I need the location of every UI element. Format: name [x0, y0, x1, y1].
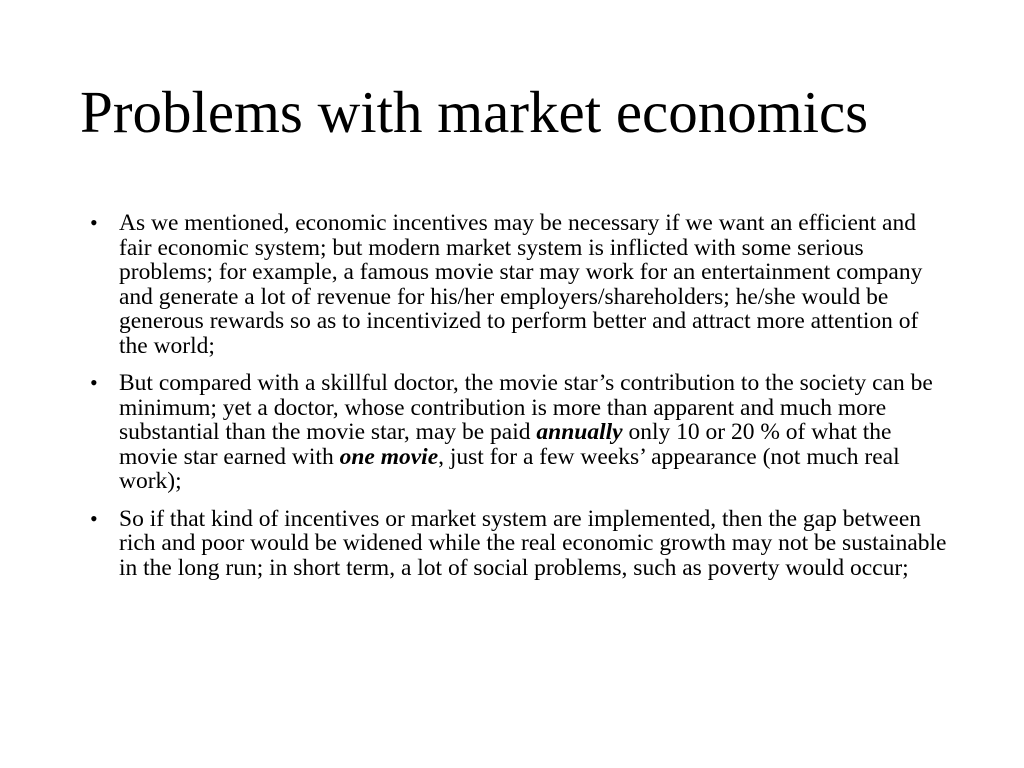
bullet-item — [90, 507, 952, 581]
bullet-marker: • — [90, 370, 98, 395]
bullet-text-segment: But compared with a skillful doctor, the movie star’s contribution to the society can be minimum; yet a doctor, whose contribution is more than apparent and much more substantial than the movie star, may be paid — [119, 370, 933, 445]
bullet-item — [90, 371, 952, 494]
bullet-text — [119, 370, 933, 494]
bullet-text-segment: , just for a few weeks’ appearance (not much real work); — [119, 443, 900, 494]
bullet-text: As we mentioned, economic incentives may be necessary if we want an efficient and fair economic system; but modern market system is inflicted with some serious problems; for example, a famous movie star may work for an entertainment company and generate a lot of revenue for his/her employers/shareholders; he/she would be generous rewards so as to incentivized to perform better and attract more attention of the world; — [119, 210, 923, 359]
bullet-marker: • — [90, 210, 98, 235]
bullet-marker: • — [90, 505, 98, 531]
bullet-list — [90, 211, 952, 593]
bullet-item — [90, 211, 952, 358]
bullet-text-segment: only 10 or 20 % of what the movie star earned with — [119, 419, 892, 470]
slide-title: Problems with market economics — [80, 79, 869, 145]
emphasis-annually: annually — [536, 419, 623, 445]
emphasis-one-movie: one movie — [339, 443, 439, 470]
bullet-text: So if that kind of incentives or market system are implemented, then the gap between rich and poor would be widened while the real economic growth may not be sustainable in the long run; in short term, a lot of social problems, such as poverty would occur; — [119, 505, 947, 581]
